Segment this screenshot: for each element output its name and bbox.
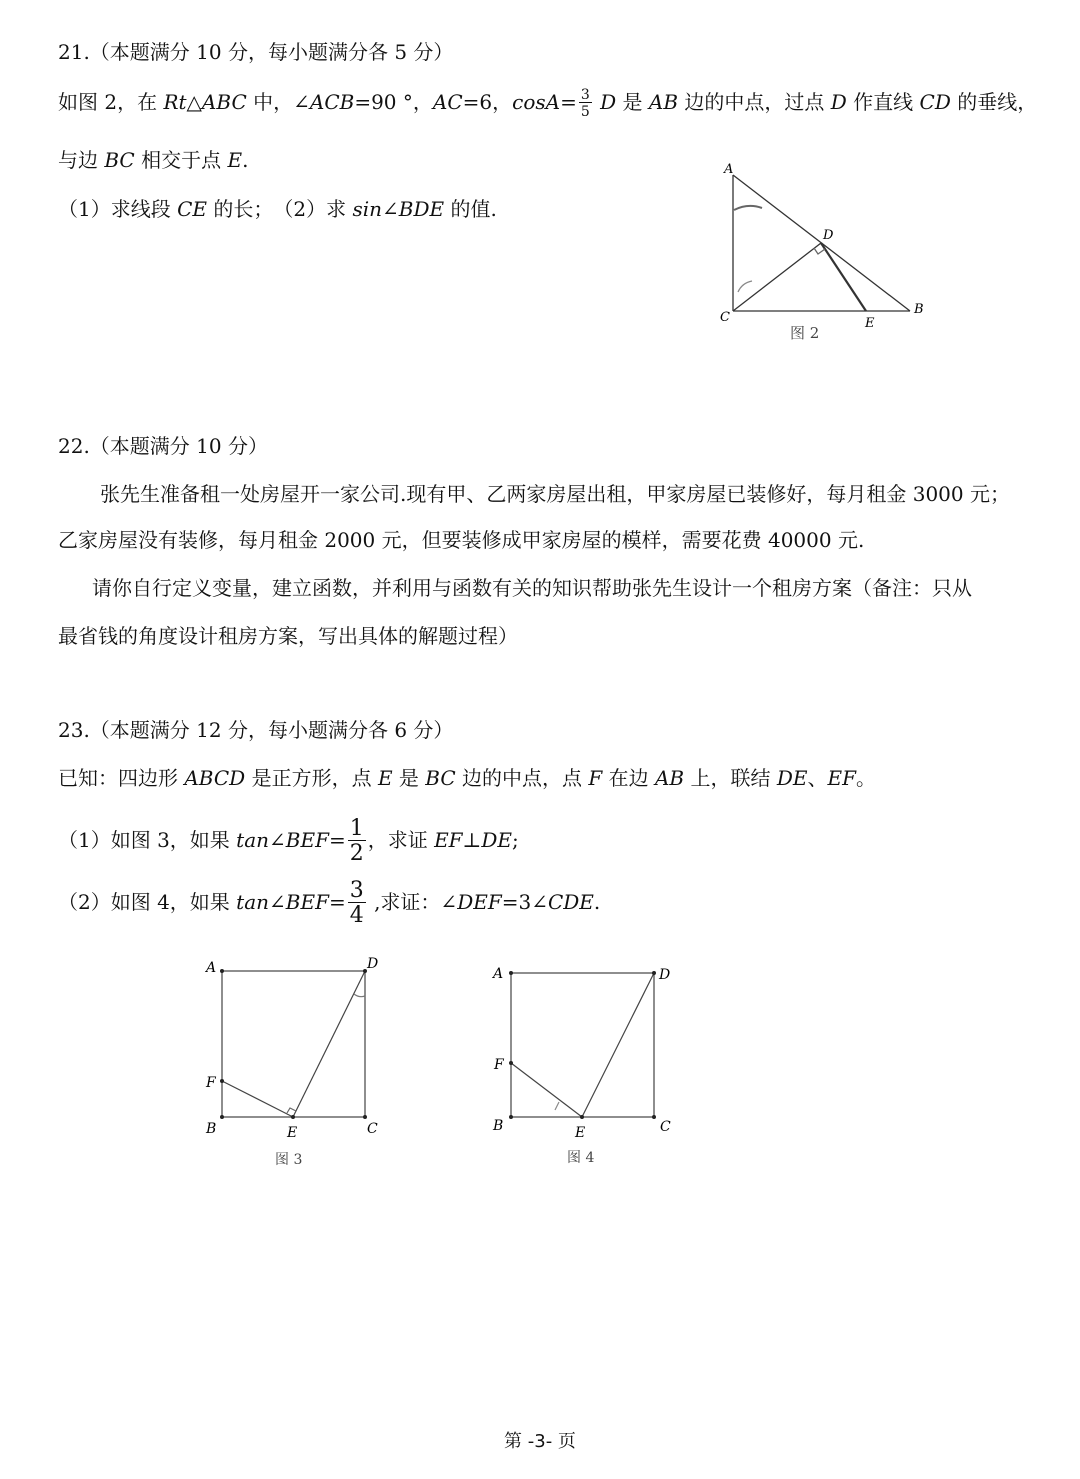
segment-DE — [821, 243, 866, 311]
figure-3-caption: 图 3 — [275, 1152, 303, 1168]
q22-paragraph-1: 张先生准备租一处房屋开一家公司.现有甲、乙两家房屋出租，甲家房屋已装修好，每月租金 3000 元； — [100, 482, 1010, 506]
point-B — [509, 1115, 513, 1119]
q23-header: 23.（本题满分 12 分，每小题满分各 6 分） — [58, 718, 454, 742]
figure-2 — [700, 155, 950, 350]
page-number: 第 -3- 页 — [504, 1431, 576, 1452]
segment-FE — [511, 1063, 582, 1117]
point-C — [652, 1115, 656, 1119]
q23-subquestion-2: （2）如图 4，如果 tan∠BEF= $\frac{3}{4}$ ,求证：∠DEF=3∠CDE. — [58, 878, 601, 928]
point-B — [220, 1115, 224, 1119]
q23-subquestion-1: （1）如图 3，如果 tan∠BEF= $\frac{1}{2}$ ，求证 EF⊥DE; — [58, 816, 519, 866]
q21-statement-line2: 与边 BC 相交于点 E. — [58, 148, 249, 172]
point-F — [509, 1061, 513, 1065]
label-F: F — [494, 1057, 504, 1073]
cos-fraction: $\frac{3}{5}$ — [580, 87, 590, 120]
point-E — [291, 1115, 295, 1119]
label-F: F — [206, 1075, 216, 1091]
point-C — [363, 1115, 367, 1119]
angle-A-mark — [734, 206, 762, 210]
square-ABCD — [222, 971, 365, 1117]
angle-C-mark — [738, 281, 752, 292]
label-B: B — [914, 302, 924, 317]
label-D: D — [659, 967, 671, 983]
label-C: C — [660, 1119, 671, 1135]
label-E: E — [287, 1125, 298, 1141]
segment-ED — [582, 973, 654, 1117]
segment-ED — [293, 971, 365, 1117]
point-A — [220, 969, 224, 973]
right-angle-D-mark — [814, 248, 825, 254]
label-B: B — [493, 1118, 504, 1134]
label-B: B — [206, 1121, 217, 1137]
right-angle-E-mark — [287, 1108, 296, 1113]
angle-D-mark — [354, 994, 365, 997]
label-E: E — [575, 1125, 586, 1141]
q21-header: 21.（本题满分 10 分，每小题满分各 5 分） — [58, 40, 454, 64]
point-E — [580, 1115, 584, 1119]
angle-E-mark — [555, 1102, 559, 1110]
q22-paragraph-4: 最省钱的角度设计租房方案，写出具体的解题过程） — [58, 624, 518, 648]
q22-paragraph-2: 乙家房屋没有装修，每月租金 2000 元，但要装修成甲家房屋的模样，需要花费 40000 元. — [58, 528, 865, 552]
figure-2-caption: 图 2 — [790, 324, 820, 342]
square-ABCD — [511, 973, 654, 1117]
label-A: A — [206, 960, 217, 976]
label-C: C — [367, 1121, 378, 1137]
label-C: C — [720, 310, 730, 325]
point-D — [652, 971, 656, 975]
q21-subquestions: （1）求线段 CE 的长； （2）求 sin∠BDE 的值. — [58, 197, 497, 221]
tan-fraction-2: $\frac{3}{4}$ — [349, 878, 364, 928]
label-D: D — [823, 228, 834, 243]
figure-3 — [195, 950, 395, 1175]
point-A — [509, 971, 513, 975]
tan-fraction-1: $\frac{1}{2}$ — [349, 816, 364, 866]
segment-CD — [733, 243, 821, 311]
q21-statement-line1: 如图 2，在 Rt△ABC 中，∠ACB=90 °，AC=6，cosA= $\frac{3}{5}$ D 是 AB 边的中点，过点 D 作直线 CD 的垂线， — [58, 87, 1038, 120]
label-A: A — [724, 162, 734, 177]
figure-4-caption: 图 4 — [567, 1150, 595, 1166]
segment-FE — [222, 1081, 293, 1117]
q23-statement: 已知：四边形 ABCD 是正方形，点 E 是 BC 边的中点，点 F 在边 AB 上，联结 DE、EF。 — [58, 766, 876, 790]
q22-header: 22.（本题满分 10 分） — [58, 434, 268, 458]
label-D: D — [367, 956, 379, 972]
point-F — [220, 1079, 224, 1083]
label-A: A — [493, 966, 504, 982]
q22-paragraph-3: 请你自行定义变量，建立函数，并利用与函数有关的知识帮助张先生设计一个租房方案（备注：只从 — [92, 576, 972, 600]
figure-4 — [485, 950, 685, 1175]
label-E: E — [865, 316, 875, 331]
